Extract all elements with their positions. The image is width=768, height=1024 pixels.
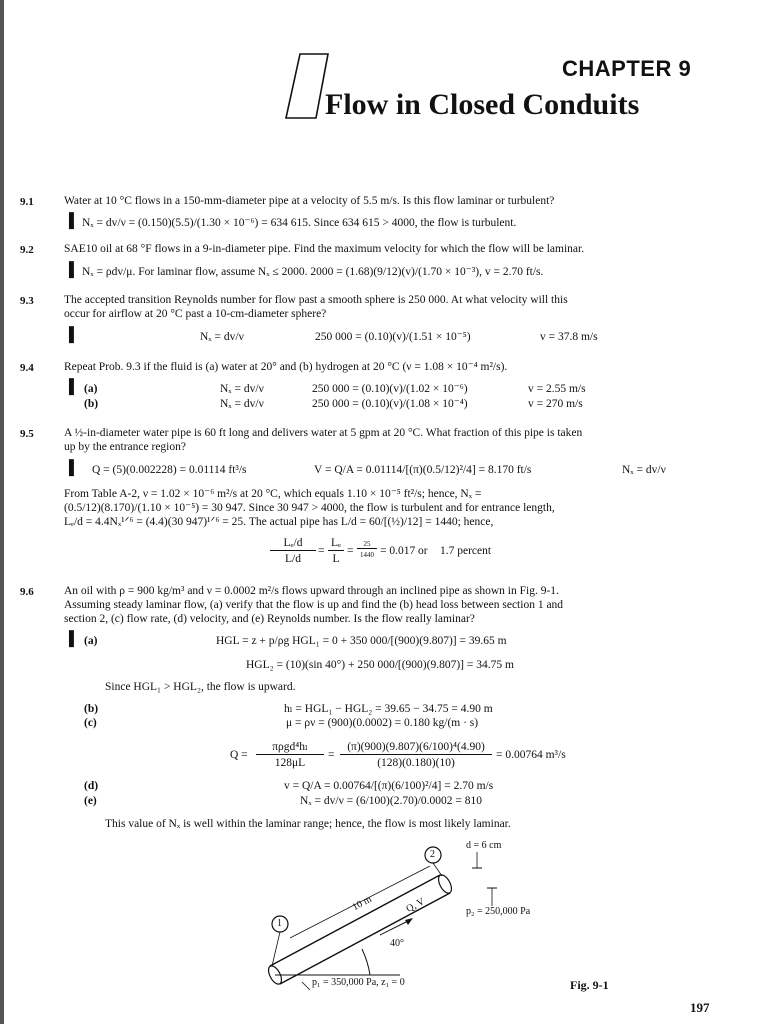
- fraction-numerator: (π)(900)(9.807)(6/100)⁴(4.90): [340, 740, 492, 755]
- part-label: (c): [84, 717, 97, 729]
- q-result: = 0.00764 m³/s: [496, 749, 566, 761]
- solution-part: Nₓ = dv/ν: [200, 331, 244, 343]
- chapter-title: Flow in Closed Conduits: [325, 88, 640, 121]
- solution-part: Nₓ = dv/ν: [622, 464, 666, 476]
- solution-line: (0.5/12)(8.170)/(1.10 × 10⁻⁵) = 30 947. Since 30 947 > 4000, the flow is turbulent and for entrance length,: [64, 502, 555, 514]
- solution-part: Nₓ = dv/ν: [220, 383, 264, 395]
- problem-number: 9.4: [20, 362, 34, 374]
- fraction-denominator: (128)(0.180)(10): [377, 757, 455, 769]
- problem-solution: Nₓ = dv/ν = (0.150)(5.5)/(1.30 × 10⁻⁶) = 634 615. Since 634 615 > 4000, the flow is turbulent.: [82, 217, 517, 229]
- problem-number: 9.5: [20, 428, 34, 440]
- q-lhs: Q =: [230, 749, 248, 761]
- solution-part: v = 270 m/s: [528, 398, 583, 410]
- problem-question: SAE10 oil at 68 °F flows in a 9-in-diameter pipe. Find the maximum velocity for which the flow will be laminar.: [64, 243, 585, 255]
- fraction-numerator: Lₑ/d: [270, 536, 316, 551]
- problem-number: 9.6: [20, 586, 34, 598]
- solution-part: hₗ = HGL₁ − HGL₂ = 39.65 − 34.75 = 4.90 m: [284, 703, 493, 715]
- solution-line: This value of Nₓ is well within the laminar range; hence, the flow is most likely laminar.: [105, 818, 511, 830]
- solution-part: HGL = z + p/ρg HGL₁ = 0 + 350 000/[(900)(9.807)] = 39.65 m: [216, 635, 507, 647]
- solution-marker: ▐: [64, 632, 74, 647]
- solution-marker: ▐: [64, 380, 74, 395]
- fraction-numerator: 25: [357, 540, 377, 549]
- problem-number: 9.1: [20, 196, 34, 208]
- fraction-percent: 1.7 percent: [440, 545, 492, 557]
- part-label: (a): [84, 635, 98, 647]
- p2-label: p₂ = 250,000 Pa: [466, 906, 531, 917]
- p1-label: p₁ = 350,000 Pa, z₁ = 0: [312, 977, 405, 988]
- flow-label: Q, V: [404, 896, 427, 915]
- part-label: (b): [84, 703, 99, 715]
- solution-marker: ▐: [64, 461, 74, 476]
- fraction-numerator: πρgd⁴hₗ: [256, 740, 324, 755]
- fraction-or: or: [418, 545, 428, 557]
- solution-marker: ▐: [64, 328, 74, 343]
- equals-sign: =: [347, 545, 354, 557]
- solution-part: 250 000 = (0.10)(v)/(1.51 × 10⁻⁵): [315, 331, 471, 343]
- solution-part: v = Q/A = 0.00764/[(π)(6/100)²/4] = 2.70 m/s: [284, 780, 494, 792]
- problem-number: 9.3: [20, 295, 34, 307]
- solution-part: HGL₂ = (10)(sin 40°) + 250 000/[(900)(9.807)] = 34.75 m: [246, 659, 514, 671]
- solution-marker: ▐: [64, 214, 74, 229]
- fraction-numerator: Lₑ: [328, 536, 344, 551]
- equals-sign: =: [318, 545, 325, 557]
- problem-question: Water at 10 °C flows in a 150-mm-diameter pipe at a velocity of 5.5 m/s. Is this flow laminar or turbulent?: [64, 195, 555, 207]
- fraction-denominator: L: [332, 553, 340, 565]
- problem-question-line: section 2, (c) flow rate, (d) velocity, and (e) Reynolds number. Is the flow really laminar?: [64, 613, 475, 625]
- chapter-number: CHAPTER 9: [562, 56, 692, 81]
- scan-edge: [0, 0, 4, 1024]
- problem-question-line: The accepted transition Reynolds number for flow past a smooth sphere is 250 000. At what velocity will this: [64, 294, 568, 306]
- problem-question-line: up by the entrance region?: [64, 441, 186, 453]
- part-label: (a): [84, 383, 98, 395]
- problem-question-line: Assuming steady laminar flow, (a) verify that the flow is up and find the (b) head loss between section 1 and: [64, 599, 564, 611]
- length-label: 10 m: [350, 893, 374, 914]
- solution-part: Nₓ = dv/ν: [220, 398, 264, 410]
- problem-question-line: A ½-in-diameter water pipe is 60 ft long and delivers water at 5 gpm at 20 °C. What fraction of this pipe is taken: [64, 427, 583, 439]
- diameter-label: d = 6 cm: [466, 840, 502, 851]
- chapter-mark-icon: [282, 52, 330, 122]
- solution-part: Q = (5)(0.002228) = 0.01114 ft³/s: [92, 464, 247, 476]
- solution-part: V = Q/A = 0.01114/[(π)(0.5/12)²/4] = 8.170 ft/s: [314, 464, 532, 476]
- equals-sign: =: [328, 749, 335, 761]
- problem-question-line: An oil with ρ = 900 kg/m³ and ν = 0.0002 m²/s flows upward through an inclined pipe as shown in Fig. 9-1.: [64, 585, 559, 597]
- solution-line: From Table A-2, ν = 1.02 × 10⁻⁶ m²/s at 20 °C, which equals 1.10 × 10⁻⁵ ft²/s; hence, Nₓ =: [64, 488, 482, 500]
- inclined-pipe-figure: [250, 838, 520, 1000]
- section-2-label: 2: [430, 849, 435, 860]
- problem-question-line: occur for airflow at 20 °C past a 10-cm-diameter sphere?: [64, 308, 327, 320]
- section-1-label: 1: [277, 918, 282, 929]
- page-number: 197: [690, 1000, 710, 1015]
- solution-part: μ = ρν = (900)(0.0002) = 0.180 kg/(m · s): [286, 717, 479, 729]
- figure-caption: Fig. 9-1: [570, 978, 609, 992]
- solution-part: 250 000 = (0.10)(v)/(1.02 × 10⁻⁶): [312, 383, 468, 395]
- solution-line: Lₑ/d = 4.4Nₓ¹ᐟ⁶ = (4.4)(30 947)¹ᐟ⁶ = 25. The actual pipe has L/d = 60/[(½)/12] = 1440; hence,: [64, 516, 494, 528]
- solution-part: 250 000 = (0.10)(v)/(1.08 × 10⁻⁴): [312, 398, 468, 410]
- angle-label: 40°: [390, 938, 404, 949]
- problem-question: Repeat Prob. 9.3 if the fluid is (a) water at 20° and (b) hydrogen at 20 °C (ν = 1.08 × 10⁻⁴ m²/s).: [64, 361, 508, 373]
- solution-part: v = 37.8 m/s: [540, 331, 598, 343]
- problem-solution: Nₓ = ρdv/μ. For laminar flow, assume Nₓ ≤ 2000. 2000 = (1.68)(9/12)(v)/(1.70 × 10⁻³), v = 2.70 ft/s.: [82, 266, 544, 278]
- fraction-denominator: 128μL: [274, 757, 306, 769]
- solution-part: v = 2.55 m/s: [528, 383, 586, 395]
- solution-part: Nₓ = dv/ν = (6/100)(2.70)/0.0002 = 810: [300, 795, 482, 807]
- solution-line: Since HGL₁ > HGL₂, the flow is upward.: [105, 681, 296, 693]
- problem-number: 9.2: [20, 244, 34, 256]
- solution-marker: ▐: [64, 263, 74, 278]
- part-label: (e): [84, 795, 97, 807]
- part-label: (d): [84, 780, 99, 792]
- fraction-denominator: 1440: [360, 551, 374, 559]
- fraction-result: = 0.017: [380, 545, 416, 557]
- fraction-denominator: L/d: [285, 553, 301, 565]
- part-label: (b): [84, 398, 99, 410]
